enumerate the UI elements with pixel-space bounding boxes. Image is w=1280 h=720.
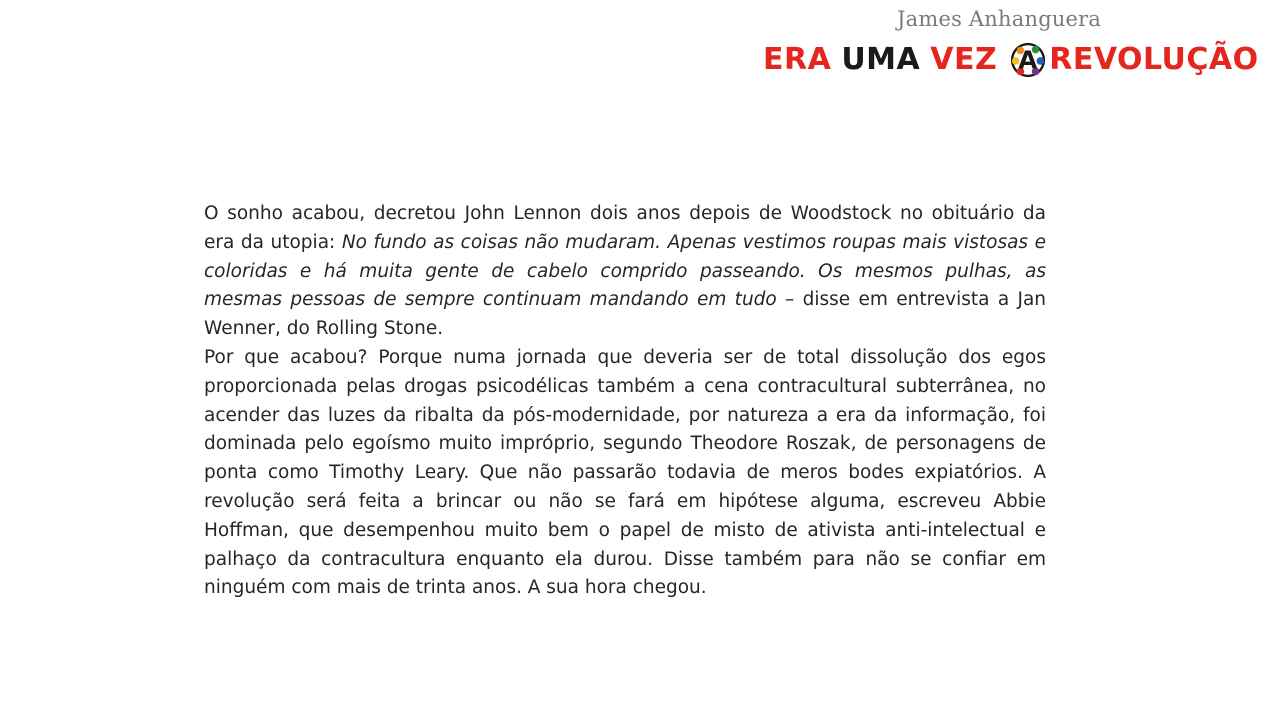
logo-revolucao-text: REVOLUÇÃO (1049, 42, 1259, 77)
paragraph-2: Por que acabou? Porque numa jornada que deveria ser de total dissolução dos egos proporcionada pelas drogas psicodélicas também a cena contracultural subterrânea, no acender das luzes da ribalta da pós-modernidade, por natureza a era da informação, foi dominada pelo egoísmo muito impróprio, segundo Theodore Roszak, de personagens de ponta como Timothy Leary. Que não passarão todavia de meros bodes expiatórios. A revolução será feita a brincar ou não se fará em hipótese alguma, escreveu Abbie Hoffman, que desempenhou muito bem o papel de misto de ativista anti-intelectual e palhaço da contracultura enquanto ela durou. Disse também para não se confiar em ninguém com mais de trinta anos. A sua hora chegou. (204, 346, 1046, 599)
p1-tail: – disse em entrevista a Jan Wenner, do Rolling Stone. (204, 289, 1047, 340)
logo (763, 40, 1259, 80)
logo-word-vez: VEZ (930, 42, 998, 77)
anarchy-circle-icon (1009, 41, 1047, 79)
logo-word-uma: UMA (841, 42, 921, 77)
logo-word-revolucao (1049, 42, 1259, 77)
logo-badge-letter: A (1018, 45, 1039, 75)
author-name: James Anhanguera (897, 7, 1102, 31)
logo-word-era: ERA (763, 42, 832, 77)
p1-quote: No fundo as coisas não mudaram. Apenas vestimos roupas mais vistosas e coloridas e há muita gente de cabelo comprido passeando. Os mesmos pulhas, as mesmas pessoas de sempre continuam mandando em tudo (204, 231, 1047, 311)
article-body (204, 200, 1046, 603)
p1-lead: O sonho acabou, decretou John Lennon dois anos depois de Woodstock no obituário da era da utopia: (204, 203, 1046, 253)
paragraph-1 (204, 200, 1046, 344)
